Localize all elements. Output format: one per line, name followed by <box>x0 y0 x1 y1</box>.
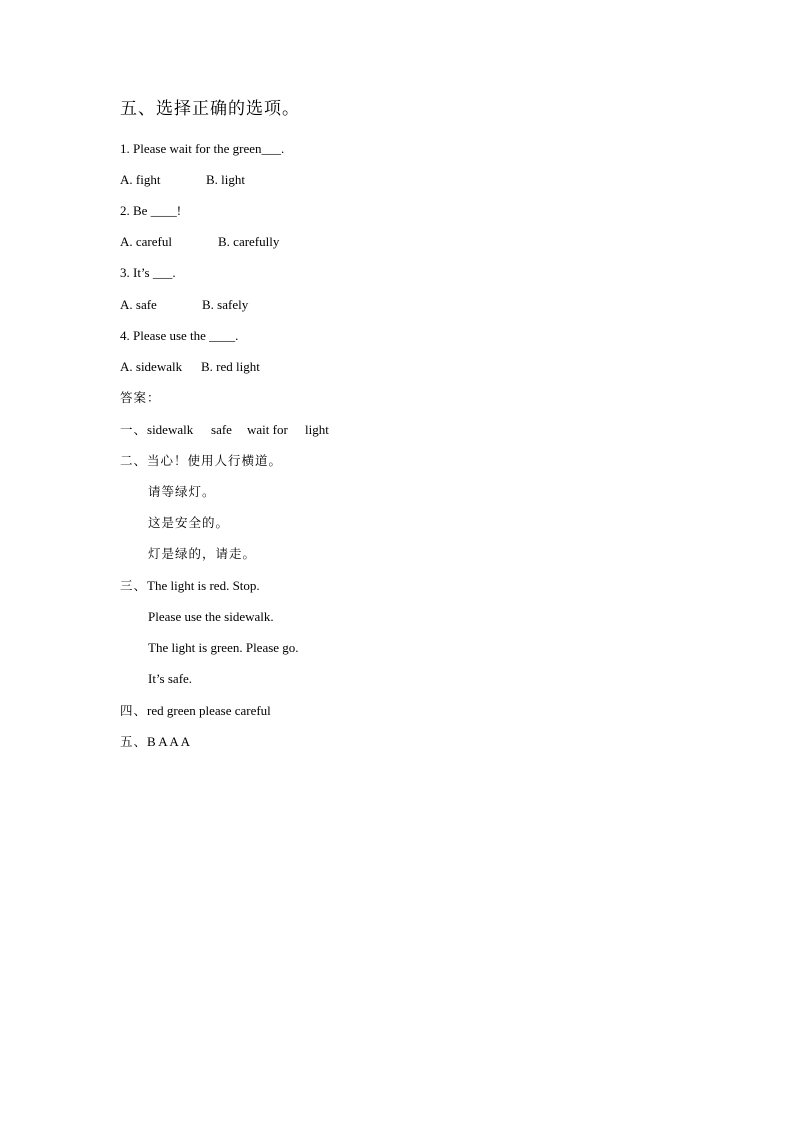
answer-part-2-line <box>120 453 282 469</box>
question-1-options <box>120 172 245 188</box>
answer-part-3-text: The light is red. Stop. <box>147 578 260 593</box>
question-2-options <box>120 234 279 250</box>
question-4-option-a: A. sidewalk <box>120 359 183 374</box>
answer-part-5 <box>120 734 190 750</box>
answer-part-3-line: It’s safe. <box>148 671 193 686</box>
answer-part-2-line: 请等绿灯。 <box>148 484 216 499</box>
question-3-option-b: B. safely <box>202 297 249 312</box>
answer-part-1 <box>120 422 329 438</box>
answer-part-3-line: Please use the sidewalk. <box>148 609 274 624</box>
question-1-option-b: B. light <box>206 172 246 187</box>
answer-part-3-line: The light is green. Please go. <box>148 640 299 655</box>
answer-part-3-prefix: 三、 <box>120 578 148 593</box>
answer-part-2-prefix: 二、 <box>120 453 148 468</box>
question-4-stem: 4. Please use the ____. <box>120 328 239 343</box>
answer-part-1-prefix: 一、 <box>120 422 148 437</box>
answer-part-1-word: wait for <box>247 422 288 437</box>
answer-part-5-prefix: 五、 <box>120 734 148 749</box>
question-3-stem: 3. It’s ___. <box>120 265 176 280</box>
question-1-option-a: A. fight <box>120 172 161 187</box>
answer-part-1-word: light <box>305 422 329 437</box>
question-3-option-a: A. safe <box>120 297 157 312</box>
question-3-options <box>120 297 248 313</box>
question-4-option-b: B. red light <box>201 359 260 374</box>
answer-part-4-prefix: 四、 <box>120 703 148 718</box>
question-4-options <box>120 359 260 375</box>
section-title: 五、选择正确的选项。 <box>120 99 300 119</box>
answer-part-2-line: 这是安全的。 <box>148 515 230 530</box>
question-2-option-a: A. careful <box>120 234 172 249</box>
answer-part-4 <box>120 703 271 719</box>
answer-part-5-text: B A A A <box>147 734 191 749</box>
answer-part-4-text: red green please careful <box>147 703 271 718</box>
answers-heading: 答案： <box>120 390 161 405</box>
question-2-option-b: B. carefully <box>218 234 280 249</box>
answer-part-1-word: sidewalk <box>147 422 194 437</box>
answer-part-1-word: safe <box>211 422 232 437</box>
question-1-stem: 1. Please wait for the green___. <box>120 141 285 156</box>
answer-part-3-line <box>120 578 260 594</box>
answer-part-2-text: 当心！使用人行横道。 <box>147 453 283 468</box>
answer-part-2-line: 灯是绿的，请走。 <box>148 546 257 561</box>
question-2-stem: 2. Be ____! <box>120 203 182 218</box>
